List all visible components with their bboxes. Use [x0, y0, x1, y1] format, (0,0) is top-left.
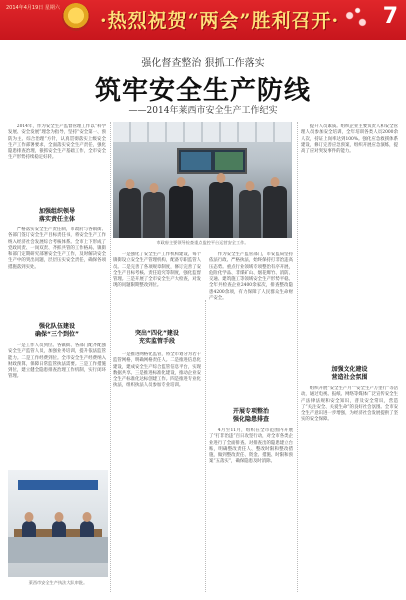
column-2-top: 一是强化了安全生产工作机构建设，每个镇街设立安全生产管理机构，配备专职监管人员。二是完善了各项规章制度，修订完善了安全生产目标考核、责任追究等制度，强化监督管理。三是开展了全市安全生产大检查，对发现的问题限期整改到位。 — [113, 252, 201, 289]
person-figure — [119, 188, 141, 238]
column-1-intro: 2014年，作为安全生产监督管理工作以“科学发展、安全发展”理念为指导，坚持“安全第一、预防为主、综合治理”方针，认真贯彻落实上级安全生产工作部署要求，全面落实安全生产责任，强化隐患排查治理，狠抓安全生产基础工作，全市安全生产形势持续稳定好转。 — [8, 124, 106, 161]
column-1-body-2: 一是工作人员到位。各镇街、各部门配齐配强安全生产监管人员，加强业务培训，提升依法监管能力。二是工作经费到位。全市安全生产经费纳入财政预算，保障日常监管执法需要。三是工作措施到位，建立健全隐患排查治理工作机制，实行闭环管理。 — [8, 343, 106, 380]
person-figure — [169, 186, 193, 238]
column-divider — [110, 122, 111, 592]
office-sign — [18, 480, 98, 490]
section-heading-leadership: 加强组织领导 落实责任主体 — [38, 208, 75, 223]
person-figure — [209, 182, 233, 238]
header-banner — [0, 0, 406, 40]
article-subhead: ——2014年莱西市安全生产工作纪实 — [128, 106, 278, 116]
column-4-body: 组织开展“安全生产月”“安全生产万里行”等活动，通过电视、报纸、网络等媒体广泛宣传安全生产法律法规和安全知识，普及安全常识，营造了“关注安全、关爱生命”的良好社会氛围。全市安全生产意识进一步增强，为经济社会发展提供了坚实的安全保障。 — [301, 386, 398, 423]
office-caption: 莱西市安全生产执法大队审批。 — [28, 580, 88, 585]
column-divider — [205, 300, 206, 592]
column-divider — [297, 122, 298, 592]
article-kicker: 强化督查整治 狠抓工作落实 — [141, 58, 265, 69]
flower-decoration-icon — [340, 2, 372, 36]
column-3-top: 作为安全生产监管部门，市安监局坚持依法行政、严格执法，始终保持打非治违高压态势。重点行业领域专项整治有序开展，危险化学品、非煤矿山、烟花爆竹、消防、交通、建筑施工等领域安全生产形势平稳。全年共检查企业2400余家次，排查整改隐患4200余项，有力保障了人民群众生命财产安全。 — [209, 252, 293, 302]
person-figure — [80, 521, 94, 537]
person-figure — [22, 521, 36, 537]
ceiling-lights — [113, 122, 292, 142]
column-4-top: 提升人员素质。组织企业主要负责人和安全管理人员参加安全培训，全年培训各类人员2000余人次，持证上岗率达到100%。强化应急救援体系建设，修订完善应急预案，组织开展应急演练，提高了应对突发事件的能力。 — [301, 124, 398, 155]
control-room-photo — [113, 122, 292, 238]
monitor-wall — [177, 148, 247, 174]
article-headline: 筑牢安全生产防线 — [94, 76, 311, 106]
banner-title: ·热烈祝贺“两会”胜利召开· — [100, 10, 340, 32]
person-figure — [52, 521, 66, 537]
column-3-body: 4月至11月，组织在全市范围内开展了“打非治违”百日攻坚行动，对全市各类企业进行了全面排查。对排查出的隐患建立台账，明确整改责任人、整改时限和整改措施，做到整改责任、资金、措施、时限和预案“五落实”，确保隐患及时消除。 — [209, 428, 293, 465]
control-room-caption: 市政府主要领导检查重点监控平台运营安全工作。 — [156, 240, 249, 245]
section-heading-team: 强化队伍建设 确保“三个到位” — [35, 323, 79, 338]
person-figure — [239, 190, 261, 238]
service-counter — [8, 537, 108, 563]
column-2-body: 一是推进网格化监管，将全市划分为若干监管网格，明确网格责任人。二是推进信息化建设，建成安全生产综合监管信息平台，实现数据共享。三是推进标准化建设，推动企业安全生产标准化达标创建工作。四是推进专业化执法，组织执法人员参加专业培训。 — [113, 352, 201, 389]
section-heading-four-modernizations: 突出“四化”建设 充实监管手段 — [135, 330, 179, 345]
national-emblem-icon — [62, 3, 90, 31]
column-1-body-1: 严格落实安全生产责任制，市政府与各镇街、各部门签订安全生产目标责任书，将安全生产工作纳入经济社会发展综合考核体系。全市上下形成了党政同责、一岗双责、齐抓共管的工作格局。镇街和部门定期研究部署安全生产工作，及时解决安全生产中的突出问题，层层压实安全责任，确保各项措施落到实处。 — [8, 227, 106, 270]
section-heading-culture: 加强文化建设 营造社会氛围 — [331, 366, 368, 381]
issue-date: 2014年4月19日 星期六 — [6, 5, 60, 11]
section-heading-special-rectification: 开展专项整治 强化隐患排查 — [232, 408, 269, 423]
person-figure — [143, 192, 165, 238]
page-number: 7 — [382, 4, 398, 29]
person-figure — [263, 186, 287, 238]
office-counter-photo — [8, 470, 108, 577]
